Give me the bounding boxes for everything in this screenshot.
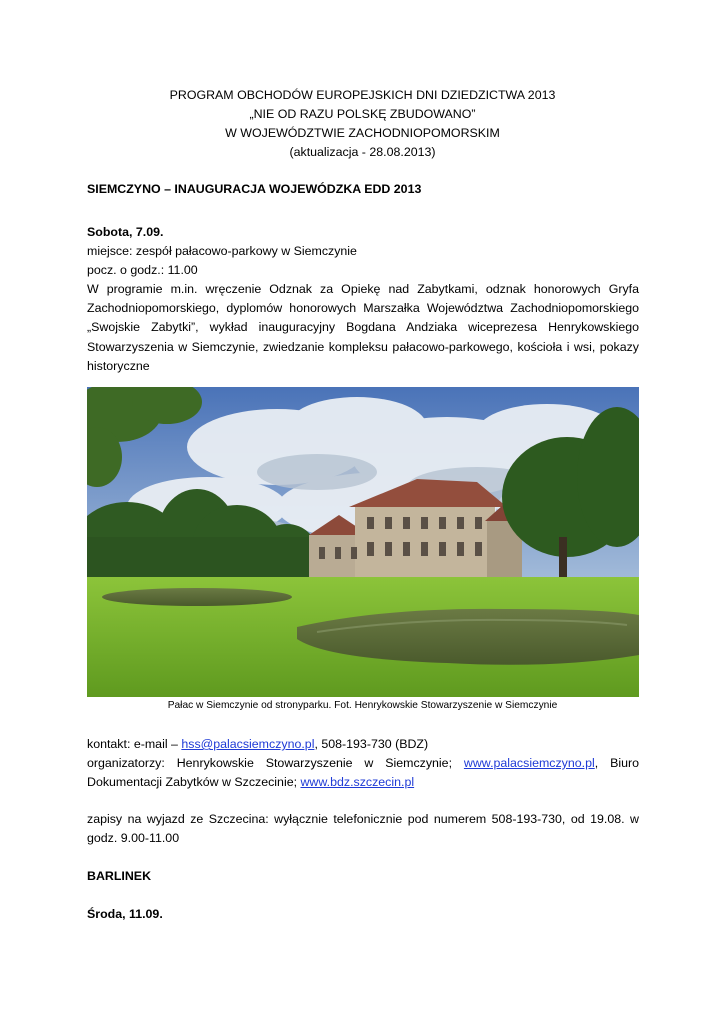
header-line-motto: „NIE OD RAZU POLSKĘ ZBUDOWANO” bbox=[249, 107, 476, 121]
photo-caption: Pałac w Siemczynie od stronyparku. Fot. Henrykowskie Stowarzyszenie w Siemczynie bbox=[167, 700, 558, 711]
header-line-program: PROGRAM OBCHODÓW EUROPEJSKICH DNI DZIEDZICTWA 2013 bbox=[169, 88, 556, 102]
event-date-barlinek: Środa, 11.09. bbox=[87, 907, 163, 921]
contact-prefix: kontakt: e-mail – bbox=[87, 737, 182, 751]
section-heading-siemczyno: SIEMCZYNO – INAUGURACJA WOJEWÓDZKA EDD 2013 bbox=[87, 182, 422, 196]
header-line-region: W WOJEWÓDZTWIE ZACHODNIOPOMORSKIM bbox=[225, 126, 500, 140]
contact-email-link[interactable]: hss@palacsiemczyno.pl bbox=[181, 737, 315, 751]
organizers-paragraph bbox=[87, 754, 639, 792]
event-program: W programie m.in. wręczenie Odznak za Opiekę nad Zabytkami, odznak honorowych Gryfa Zachodniopomorskiego, dyplomów honorowych Marszałka Województwa Zachodniopomorskiego „Swojskie Zabytki”, wykład inauguracyjny Bogdana Andziaka wiceprezesa Henrykowskiego Stowarzyszenia w Siemczynie, zwiedzanie kompleksu pałacowo-parkowego, kościoła i wsi, pokazy historyczne bbox=[87, 282, 639, 373]
header-line-update: (aktualizacja - 28.08.2013) bbox=[289, 145, 436, 159]
organizers-prefix: organizatorzy: Henrykowskie Stowarzyszenie w Siemczynie; bbox=[87, 756, 464, 770]
organizers-mid: , Biuro Dokumentacji Zabytków w Szczecinie; bbox=[87, 756, 640, 790]
palace-photo bbox=[87, 387, 639, 697]
section-heading-barlinek: BARLINEK bbox=[87, 869, 152, 883]
contact-phone: , 508-193-730 (BDZ) bbox=[314, 737, 429, 751]
bdz-website-link[interactable]: www.bdz.szczecin.pl bbox=[300, 775, 415, 790]
organizer-website-link[interactable]: www.palacsiemczyno.pl bbox=[463, 756, 595, 770]
event-date-siemczyno: Sobota, 7.09. bbox=[87, 225, 164, 239]
event-place: miejsce: zespół pałacowo-parkowy w Siemczynie bbox=[87, 244, 357, 258]
document-header bbox=[0, 86, 725, 162]
contact-line bbox=[87, 735, 639, 754]
event-time: pocz. o godz.: 11.00 bbox=[87, 263, 198, 277]
signup-paragraph: zapisy na wyjazd ze Szczecina: wyłącznie telefonicznie pod numerem 508-193-730, od 19.08. w godz. 9.00-11.00 bbox=[87, 812, 639, 846]
